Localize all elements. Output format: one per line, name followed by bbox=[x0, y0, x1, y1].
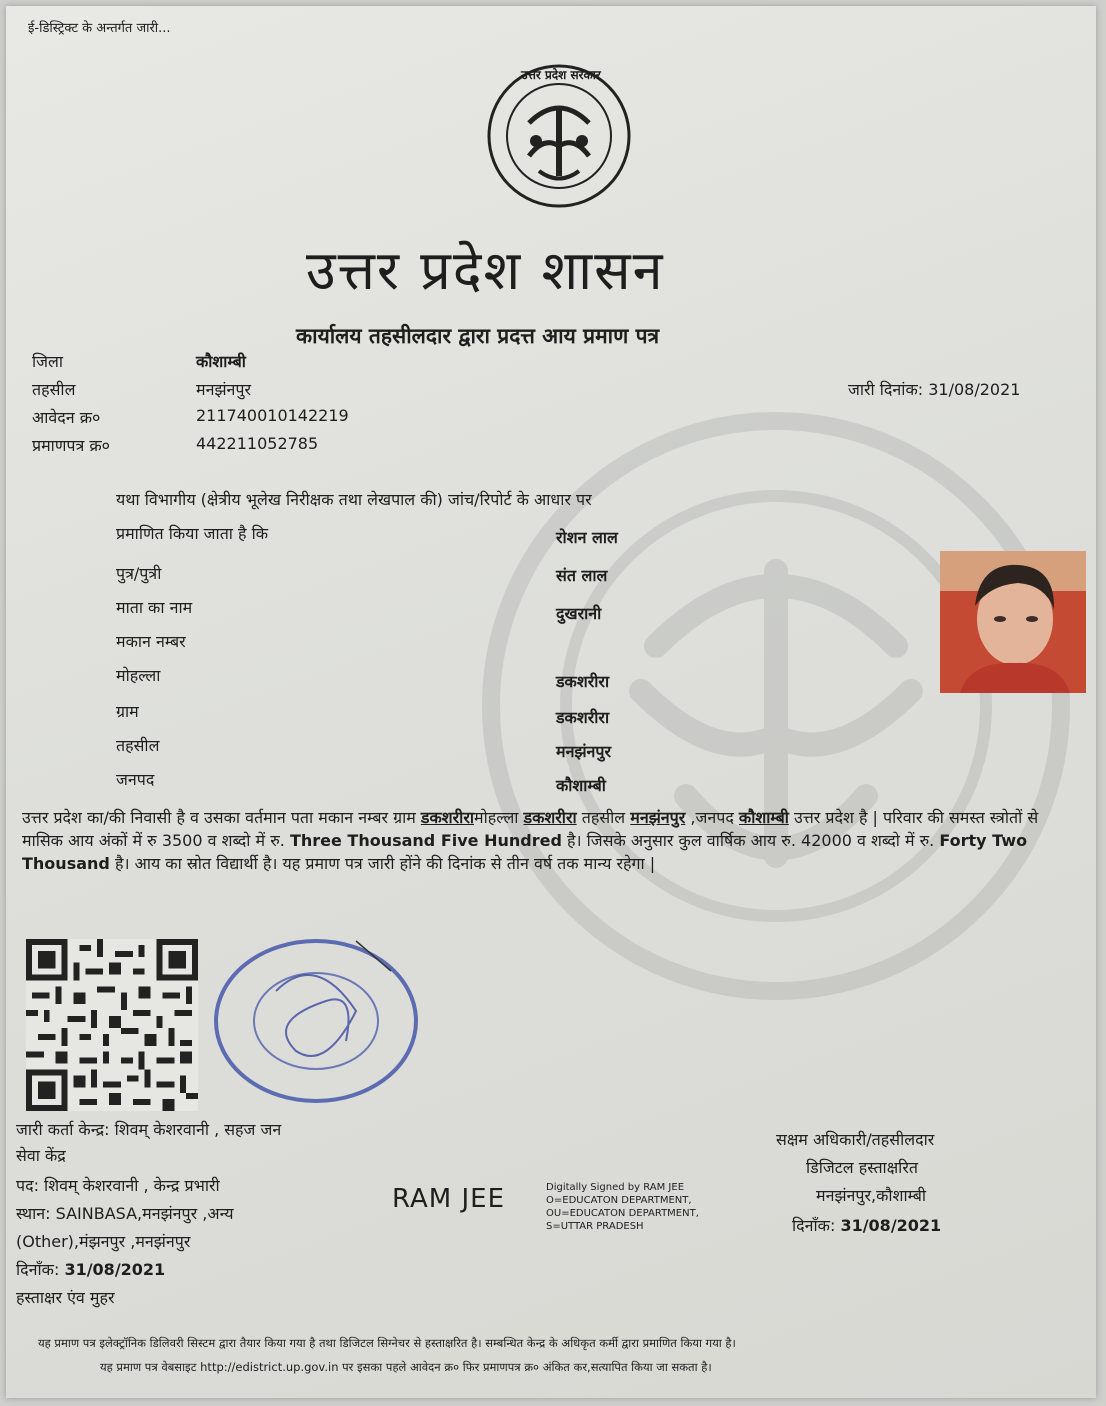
certified-label: प्रमाणित किया जाता है कि bbox=[116, 524, 269, 543]
paragraph-text: उत्तर प्रदेश है | परिवार की समस्त स्त्रोतों से मासिक आय अंकों में रु 3500 व शब्दो में रु. bbox=[22, 808, 1039, 850]
mother-name: दुखरानी bbox=[556, 604, 602, 623]
paragraph-text: मोहल्ला bbox=[474, 808, 524, 827]
child-of-label: पुत्र/पुत्री bbox=[116, 564, 162, 583]
authority-date bbox=[792, 1214, 941, 1236]
income-statement-paragraph bbox=[22, 806, 1062, 875]
mother-label: माता का नाम bbox=[116, 598, 193, 617]
annual-income-words: Forty Two Thousand bbox=[22, 831, 1028, 873]
signatory-name: RAM JEE bbox=[392, 1184, 506, 1214]
issuing-center: जारी कर्ता केन्द्र: शिवम् केशरवानी , सहज जन bbox=[16, 1120, 282, 1139]
paragraph-text: उत्तर प्रदेश का/की निवासी है व उसका वर्तमान पता मकान नम्बर ग्राम bbox=[22, 808, 421, 827]
house-number-label: मकान नम्बर bbox=[116, 632, 186, 651]
tehsil-label: तहसील bbox=[32, 380, 76, 399]
paragraph-village: डकशरीरा bbox=[420, 808, 475, 827]
intro-text: यथा विभागीय (क्षेत्रीय भूलेख निरीक्षक तथा लेखपाल की) जांच/रिपोर्ट के आधार पर bbox=[116, 490, 592, 509]
village-label: ग्राम bbox=[116, 702, 139, 721]
seal-stamp bbox=[206, 931, 421, 1106]
issuing-center-line2: सेवा केंद्र bbox=[16, 1146, 66, 1165]
issuer-place-line2: (Other),मंझनपुर ,मनझंनपुर bbox=[16, 1232, 191, 1251]
applicant-photo bbox=[940, 551, 1086, 693]
district-value: कौशाम्बी bbox=[196, 352, 246, 371]
paragraph-district: कौशाम्बी bbox=[738, 808, 789, 827]
applicant-name: रोशन लाल bbox=[556, 528, 618, 547]
issue-date: जारी दिनांक: 31/08/2021 bbox=[848, 380, 1021, 399]
mohalla-label: मोहल्ला bbox=[116, 666, 161, 685]
issuer-post: पद: शिवम् केशरवानी , केन्द्र प्रभारी bbox=[16, 1176, 220, 1195]
authority-date-label: दिनाँक: bbox=[792, 1216, 841, 1235]
father-name: संत लाल bbox=[556, 566, 608, 585]
paragraph-tehsil: मनझंनपुर bbox=[630, 808, 686, 827]
top-note: ई-डिस्ट्रिक्ट के अन्तर्गत जारी... bbox=[28, 21, 171, 36]
up-government-emblem bbox=[484, 61, 634, 211]
monthly-income-words: Three Thousand Five Hundred bbox=[289, 831, 562, 850]
application-number: 211740010142219 bbox=[196, 406, 349, 425]
certificate-subtitle: कार्यालय तहसीलदार द्वारा प्रदत्त आय प्रमाण पत्र bbox=[296, 324, 660, 348]
detail-tehsil-value: मनझंनपुर bbox=[556, 742, 612, 761]
authority-title: सक्षम अधिकारी/तहसीलदार bbox=[776, 1130, 935, 1149]
certificate-label: प्रमाणपत्र क्र० bbox=[32, 436, 110, 455]
issuer-date-label: दिनाँक: bbox=[16, 1260, 65, 1279]
detail-district-label: जनपद bbox=[116, 770, 155, 789]
issuer-place: स्थान: SAINBASA,मनझंनपुर ,अन्य bbox=[16, 1204, 234, 1223]
detail-district-value: कौशाम्बी bbox=[556, 776, 606, 795]
paragraph-text: है। जिसके अनुसार कुल वार्षिक आय रु. 42000 व शब्दो में रु. bbox=[561, 831, 940, 850]
paragraph-mohalla: डकशरीरा bbox=[523, 808, 577, 827]
authority-digital-signed: डिजिटल हस्ताक्षरित bbox=[806, 1158, 918, 1177]
mohalla-value: डकशरीरा bbox=[556, 672, 610, 691]
certificate-page bbox=[6, 6, 1096, 1398]
paragraph-text: है। आय का स्रोत विद्यार्थी है। यह प्रमाण पत्र जारी होंने की दिनांक से तीन वर्ष तक मान्य रहेगा | bbox=[109, 854, 656, 873]
digital-signature-note: Digitally Signed by RAM JEE O=EDUCATON DEPARTMENT, OU=EDUCATON DEPARTMENT, S=UTTAR PRADESH bbox=[546, 1182, 699, 1232]
authority-location: मनझंनपुर,कौशाम्बी bbox=[816, 1186, 927, 1205]
emblem-text: उत्तर प्रदेश सरकार bbox=[521, 68, 601, 82]
issuer-date bbox=[16, 1258, 165, 1280]
application-label: आवेदन क्र० bbox=[32, 408, 101, 427]
authority-date-value: 31/08/2021 bbox=[840, 1216, 942, 1235]
qr-code bbox=[26, 939, 198, 1111]
detail-tehsil-label: तहसील bbox=[116, 736, 160, 755]
issuer-date-value: 31/08/2021 bbox=[64, 1260, 166, 1279]
village-value: डकशरीरा bbox=[556, 708, 610, 727]
footer-note-line2: यह प्रमाण पत्र वेबसाइट http://edistrict.up.gov.in पर इसका पहले आवेदन क्र० फिर प्रमाणपत्र क्र० अंकित कर,सत्यापित किया जा सकता है। bbox=[100, 1360, 712, 1374]
tehsil-value: मनझंनपुर bbox=[196, 380, 252, 399]
certificate-number: 442211052785 bbox=[196, 434, 319, 453]
signature-seal-label: हस्ताक्षर एंव मुहर bbox=[16, 1288, 115, 1307]
certificate-title: उत्तर प्रदेश शासन bbox=[306, 239, 665, 302]
footer-note-line1: यह प्रमाण पत्र इलेक्ट्रॉनिक डिलिवरी सिस्टम द्वारा तैयार किया गया है तथा डिजिटल सिग्नेचर से हस्ताक्षरित है। सम्बन्धित केन्द्र के अधिकृत कर्मी द्वारा प्रमाणित किया गया है। bbox=[38, 1336, 736, 1350]
paragraph-text: ,जनपद bbox=[685, 808, 739, 827]
paragraph-text: तहसील bbox=[576, 808, 631, 827]
district-label: जिला bbox=[32, 352, 64, 371]
